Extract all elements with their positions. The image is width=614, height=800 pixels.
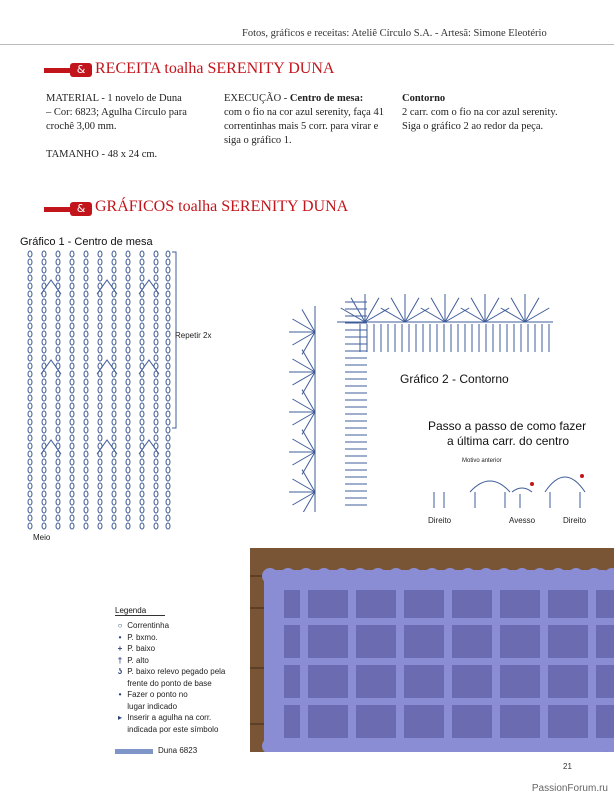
contorno-line-2: Siga o gráfico 2 ao redor da peça. — [402, 121, 544, 132]
legend-label: P. alto — [125, 655, 149, 665]
legend-symbol-icon: ▸ — [117, 713, 122, 722]
legend-label: Correntinha — [125, 621, 170, 630]
direito-label-2: Direito — [563, 516, 587, 525]
material-line-2: – Cor: 6823; Agulha Círculo para — [46, 107, 187, 118]
legend-label: P. baixo — [125, 644, 156, 653]
legend-symbol-icon: † — [117, 655, 123, 665]
legend-item — [115, 644, 155, 653]
legend-label: Fazer o ponto no — [125, 690, 188, 699]
yarn-label: Duna 6823 — [158, 746, 198, 755]
legend-label: P. baixo relevo pegado pela — [125, 667, 226, 676]
passo-diagram — [420, 462, 600, 512]
legend-symbol-icon: ○ — [117, 621, 123, 630]
legend-item — [115, 656, 149, 665]
motivo-label: Motivo anterior — [462, 458, 502, 464]
exec-bold: Centro de mesa: — [289, 93, 364, 104]
legend-item — [115, 713, 211, 722]
grafico2-title: Gráfico 2 - Contorno — [400, 372, 509, 386]
direito-label-1: Direito — [428, 516, 452, 525]
legend-label: frente do ponto de base — [125, 678, 212, 688]
legend-item — [115, 633, 158, 642]
header-divider — [0, 44, 614, 45]
legend-label: indicada por este símbolo — [125, 724, 219, 734]
material-line-1: MATERIAL - 1 novelo de Duna — [46, 93, 182, 104]
brand-logo-icon: & — [70, 202, 92, 216]
legend-label: Inserir a agulha na corr. — [125, 713, 212, 722]
yarn-swatch — [115, 749, 153, 754]
passo-title-2: a última carr. do centro — [447, 434, 570, 448]
page-number: 21 — [563, 762, 572, 771]
passo-title-1: Passo a passo de como fazer — [428, 419, 587, 433]
tamanho-line: TAMANHO - 48 x 24 cm. — [46, 149, 158, 160]
legend-label: lugar indicado — [125, 701, 178, 711]
graficos-title: GRÁFICOS toalha SERENITY DUNA — [95, 198, 349, 215]
grafico1-chart — [24, 250, 236, 540]
legend-item — [115, 725, 218, 734]
contorno-block — [402, 92, 582, 134]
legend-symbol-icon: + — [117, 644, 123, 653]
page-header — [0, 0, 614, 46]
watermark-text: PassionForum.ru — [531, 783, 608, 794]
contorno-title: Contorno — [402, 93, 446, 104]
exec-line-3: correntinhas mais 5 corr. para virar e — [224, 121, 379, 132]
legend-title: Legenda — [115, 606, 165, 616]
legend-symbol-icon: ʖ — [117, 667, 123, 676]
legend-symbol-icon: • — [118, 690, 122, 699]
receita-title: RECEITA toalha SERENITY DUNA — [95, 60, 335, 77]
grafico1-title: Gráfico 1 - Centro de mesa — [20, 236, 153, 248]
material-block — [46, 92, 216, 162]
avesso-label: Avesso — [509, 516, 536, 525]
section-bar — [44, 68, 72, 73]
exec-line-4: siga o gráfico 1. — [224, 135, 292, 146]
meio-label: Meio — [33, 533, 51, 542]
exec-prefix: EXECUÇÃO - — [224, 93, 290, 104]
brand-logo-icon: & — [70, 63, 92, 77]
legend-label: P. bxmo. — [125, 632, 158, 642]
legend-symbol-icon: • — [118, 632, 122, 642]
section-bar — [44, 207, 72, 212]
legend-item — [115, 667, 225, 676]
legend-item — [115, 702, 177, 711]
legend-item — [115, 679, 212, 688]
material-line-3: crochê 3,00 mm. — [46, 121, 117, 132]
contorno-line-1: 2 carr. com o fio na cor azul serenity. — [402, 107, 558, 118]
product-photo — [250, 548, 614, 752]
legend-item — [115, 690, 188, 699]
exec-line-2: com o fio na cor azul serenity, faça 41 — [224, 107, 384, 118]
execucao-block — [224, 92, 394, 148]
legend-item — [115, 621, 169, 630]
repetir-label: Repetir 2x — [175, 331, 212, 340]
credits-text: Fotos, gráficos e receitas: Ateliê Círculo S.A. - Artesã: Simone Eleotério — [242, 28, 547, 39]
